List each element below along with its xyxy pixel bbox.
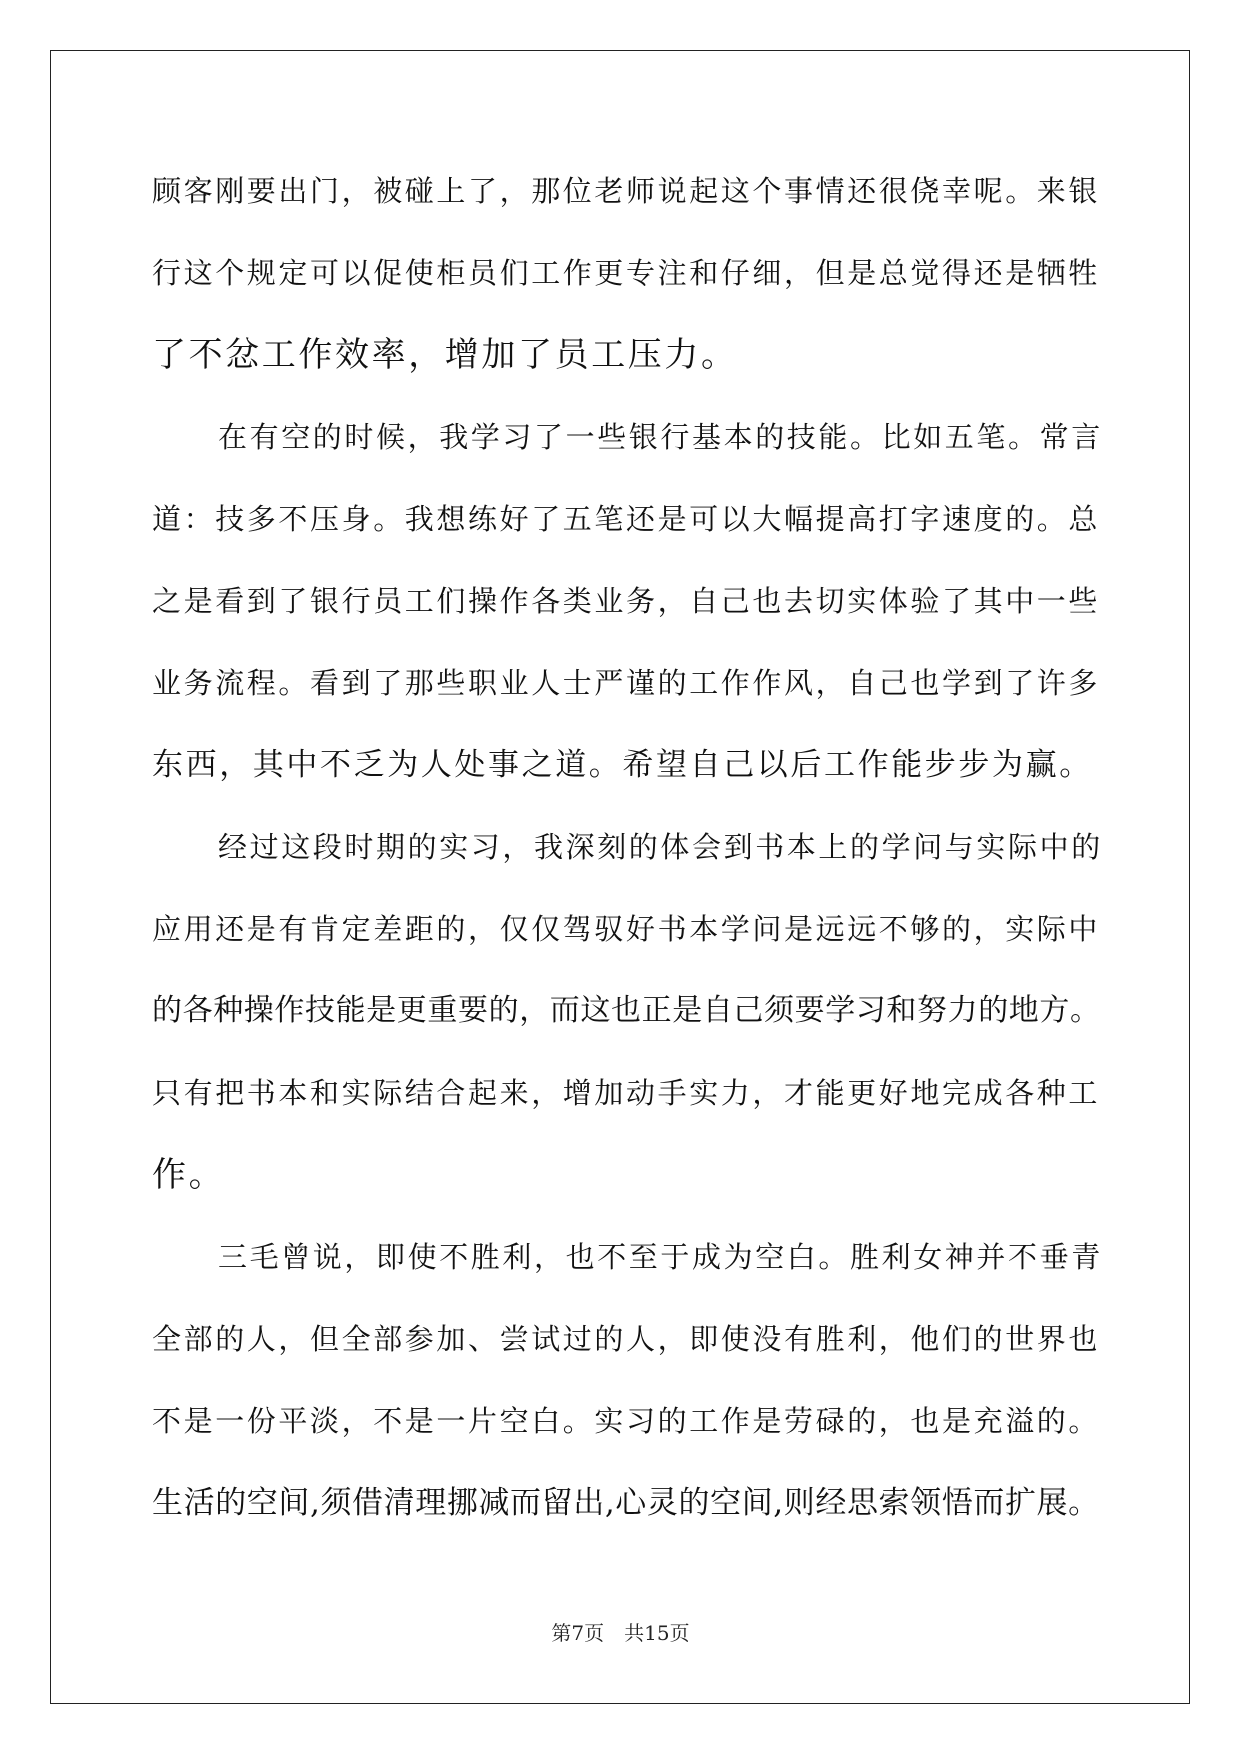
text-line: 应用还是有肯定差距的，仅仅驾驭好书本学问是远远不够的，实际中 — [152, 912, 1101, 946]
text-line: 了不忿工作效率，增加了员工压力。 — [152, 335, 738, 375]
text-line: 作。 — [152, 1155, 226, 1195]
text-line: 之是看到了银行员工们操作各类业务，自己也去切实体验了其中一些 — [152, 584, 1101, 618]
text-line: 业务流程。看到了那些职业人士严谨的工作作风，自己也学到了许多 — [152, 666, 1101, 700]
paragraph-first-line: 在有空的时候，我学习了一些银行基本的技能。比如五笔。常言 — [218, 420, 1103, 454]
paragraph-first-line: 三毛曾说，即使不胜利，也不至于成为空白。胜利女神并不垂青 — [218, 1240, 1103, 1274]
text-line: 行这个规定可以促使柜员们工作更专注和仔细，但是总觉得还是牺牲 — [152, 256, 1101, 290]
text-line: 全部的人，但全部参加、尝试过的人，即使没有胜利，他们的世界也 — [152, 1322, 1101, 1356]
text-line: 顾客刚要出门，被碰上了，那位老师说起这个事情还很侥幸呢。来银 — [152, 174, 1101, 208]
text-line: 的各种操作技能是更重要的，而这也正是自己须要学习和努力的地方。 — [152, 993, 1101, 1028]
text-line: 道：技多不压身。我想练好了五笔还是可以大幅提高打字速度的。总 — [152, 502, 1101, 536]
text-line: 不是一份平淡，不是一片空白。实习的工作是劳碌的，也是充溢的。 — [152, 1404, 1101, 1438]
text-line: 生活的空间,须借清理挪减而留出,心灵的空间,则经思索领悟而扩展。 — [152, 1485, 1100, 1521]
text-line: 只有把书本和实际结合起来，增加动手实力，才能更好地完成各种工 — [152, 1076, 1101, 1110]
document-body — [152, 166, 1103, 1560]
paragraph-first-line: 经过这段时期的实习，我深刻的体会到书本上的学问与实际中的 — [218, 830, 1103, 864]
text-line: 东西，其中不乏为人处事之道。希望自己以后工作能步步为赢。 — [152, 747, 1093, 783]
page-number-footer: 第7页 共15页 — [551, 1621, 690, 1645]
